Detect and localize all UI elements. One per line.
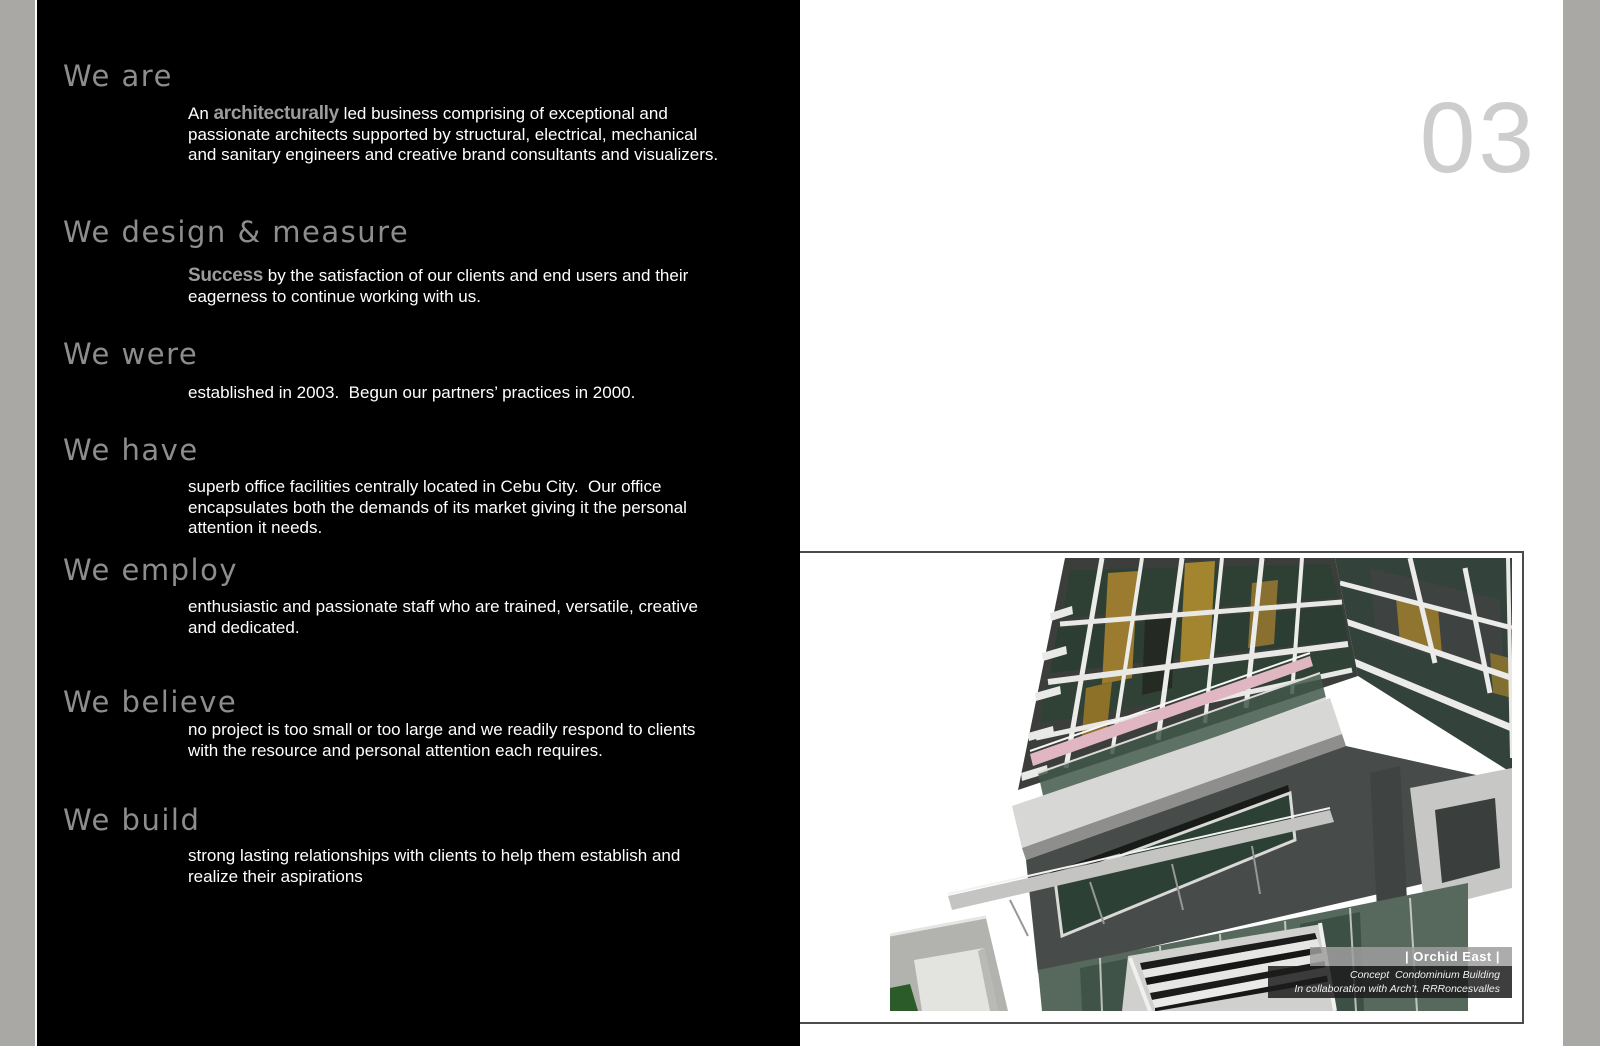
section-heading: We are <box>63 59 173 93</box>
figure-caption-details <box>1268 966 1512 998</box>
section-body <box>188 720 720 761</box>
section-body <box>188 846 720 887</box>
body-emphasis: Success <box>188 265 264 286</box>
building-render-illustration <box>890 558 1512 1011</box>
figure-caption-line1: Concept Condominium Building <box>1350 969 1500 981</box>
body-text: enthusiastic and passionate staff who are trained, versatile, creative and dedicated. <box>188 597 703 637</box>
figure-caption-title: | Orchid East | <box>1310 947 1512 966</box>
section-heading: We were <box>63 337 199 371</box>
body-text: strong lasting relationships with clients to help them establish and realize their aspirations <box>188 846 686 886</box>
section-heading: We employ <box>63 553 238 587</box>
left-matte <box>0 0 35 1046</box>
section-body <box>188 266 720 307</box>
section-heading: We design & measure <box>63 215 410 249</box>
black-text-panel <box>37 0 800 1046</box>
body-text: by the satisfaction of our clients and end users and their eagerness to continue working with us. <box>188 266 693 306</box>
section-body <box>188 597 720 638</box>
body-prefix: An <box>188 104 214 123</box>
section-body <box>188 104 720 166</box>
section-heading: We build <box>63 803 201 837</box>
section-heading: We have <box>63 433 199 467</box>
page-number: 03 <box>1419 82 1537 194</box>
body-text: led business comprising of exceptional and passionate architects supported by structural, electrical, mechanical and sanitary engineers and creative brand consultants and visualizers. <box>188 104 719 164</box>
building-render-image <box>890 558 1512 1011</box>
body-text: established in 2003. Begun our partners’ practices in 2000. <box>188 383 636 402</box>
body-text: superb office facilities centrally located in Cebu City. Our office encapsulates both the demands of its market giving it the personal attention it needs. <box>188 477 692 537</box>
right-matte <box>1563 0 1600 1046</box>
section-body <box>188 383 720 404</box>
section-heading: We believe <box>63 685 238 719</box>
section-body <box>188 477 720 539</box>
body-emphasis: architecturally <box>213 103 339 124</box>
figure-caption-line2: In collaboration with Arch’t. RRRoncesvalles <box>1294 983 1500 995</box>
body-text: no project is too small or too large and we readily respond to clients with the resource and personal attention each requires. <box>188 720 701 760</box>
